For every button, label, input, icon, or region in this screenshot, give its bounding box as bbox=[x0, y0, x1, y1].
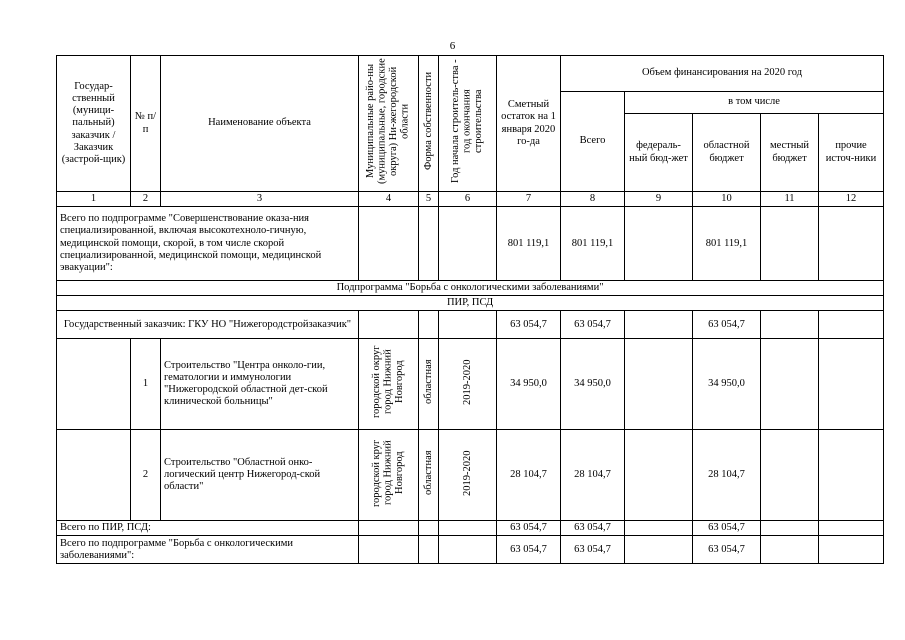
obj2-years: 2019-2020 bbox=[439, 430, 497, 521]
table-row bbox=[57, 536, 884, 564]
total-sub-balance: 63 054,7 bbox=[497, 536, 561, 564]
customer-label: Государственный заказчик: ГКУ НО "Нижегородстройзаказчик" bbox=[57, 311, 359, 339]
colnum: 5 bbox=[419, 192, 439, 207]
header-ownership: Форма собственности bbox=[419, 56, 439, 192]
obj2-total: 28 104,7 bbox=[561, 430, 625, 521]
colnum: 1 bbox=[57, 192, 131, 207]
customer-balance: 63 054,7 bbox=[497, 311, 561, 339]
total-pir-total: 63 054,7 bbox=[561, 521, 625, 536]
colnum: 7 bbox=[497, 192, 561, 207]
colnum: 8 bbox=[561, 192, 625, 207]
obj2-municipality: городской круг город Нижний Новгород bbox=[359, 430, 419, 521]
total-sub-regional: 63 054,7 bbox=[693, 536, 761, 564]
subprogram-title: Подпрограмма "Борьба с онкологическими заболеваниями" bbox=[57, 281, 884, 296]
colnum: 3 bbox=[161, 192, 359, 207]
header-including: в том числе bbox=[625, 92, 884, 114]
colnum: 4 bbox=[359, 192, 419, 207]
total-prev-total: 801 119,1 bbox=[561, 207, 625, 281]
total-sub-total: 63 054,7 bbox=[561, 536, 625, 564]
header-balance: Сметный остаток на 1 января 2020 го-да bbox=[497, 56, 561, 192]
obj1-name: Строительство "Центра онколо-гии, гематологии и иммунологии "Нижегородской областной дет-ской клинической больницы" bbox=[161, 339, 359, 430]
colnum: 2 bbox=[131, 192, 161, 207]
total-prev-label: Всего по подпрограмме "Совершенствование оказа-ния специализированной, включая высокотехноло-гичную, медицинской помощи, скорой, в том числе скорой специализированной, медицинской помощи, медицинской эвакуации": bbox=[57, 207, 359, 281]
header-object-name: Наименование объекта bbox=[161, 56, 359, 192]
obj1-regional: 34 950,0 bbox=[693, 339, 761, 430]
obj1-number: 1 bbox=[131, 339, 161, 430]
obj1-years: 2019-2020 bbox=[439, 339, 497, 430]
table-row bbox=[57, 339, 884, 430]
financing-table bbox=[56, 55, 884, 564]
colnum: 12 bbox=[819, 192, 884, 207]
obj2-ownership: областная bbox=[419, 430, 439, 521]
obj2-number: 2 bbox=[131, 430, 161, 521]
customer-total: 63 054,7 bbox=[561, 311, 625, 339]
colnum: 6 bbox=[439, 192, 497, 207]
header-municipality: Муниципальные райо-ны (муниципальные, городские округа) Ни-жегородской области bbox=[359, 56, 419, 192]
page-number: 6 bbox=[449, 40, 456, 52]
table-row bbox=[57, 430, 884, 521]
obj1-balance: 34 950,0 bbox=[497, 339, 561, 430]
obj1-total: 34 950,0 bbox=[561, 339, 625, 430]
colnum: 11 bbox=[761, 192, 819, 207]
obj2-name: Строительство "Областной онко-логический центр Нижегород-ской области" bbox=[161, 430, 359, 521]
header-regional: областной бюджет bbox=[693, 114, 761, 192]
header-funding-title: Объем финансирования на 2020 год bbox=[561, 56, 884, 92]
header-local: местный бюджет bbox=[761, 114, 819, 192]
customer-regional: 63 054,7 bbox=[693, 311, 761, 339]
column-numbers-row bbox=[57, 192, 884, 207]
header-years: Год начала строитель-ства - год окончания строительства bbox=[439, 56, 497, 192]
table-row bbox=[57, 207, 884, 281]
header-other: прочие источ-ники bbox=[819, 114, 884, 192]
colnum: 10 bbox=[693, 192, 761, 207]
header-total: Всего bbox=[561, 92, 625, 192]
obj1-ownership: областная bbox=[419, 339, 439, 430]
obj1-municipality: городской округ город Нижний Новгород bbox=[359, 339, 419, 430]
obj2-balance: 28 104,7 bbox=[497, 430, 561, 521]
table-row bbox=[57, 521, 884, 536]
total-prev-regional: 801 119,1 bbox=[693, 207, 761, 281]
total-sub-label: Всего по подпрограмме "Борьба с онкологическими заболеваниями": bbox=[57, 536, 359, 564]
total-prev-balance: 801 119,1 bbox=[497, 207, 561, 281]
total-pir-balance: 63 054,7 bbox=[497, 521, 561, 536]
table-row bbox=[57, 311, 884, 339]
header-customer: Государ-ственный (муници-пальный) заказчик /Заказчик (застрой-щик) bbox=[57, 56, 131, 192]
total-pir-regional: 63 054,7 bbox=[693, 521, 761, 536]
header-number: № п/п bbox=[131, 56, 161, 192]
colnum: 9 bbox=[625, 192, 693, 207]
section-title: ПИР, ПСД bbox=[57, 296, 884, 311]
header-federal: федераль-ный бюд-жет bbox=[625, 114, 693, 192]
total-pir-label: Всего по ПИР, ПСД: bbox=[57, 521, 359, 536]
obj2-regional: 28 104,7 bbox=[693, 430, 761, 521]
